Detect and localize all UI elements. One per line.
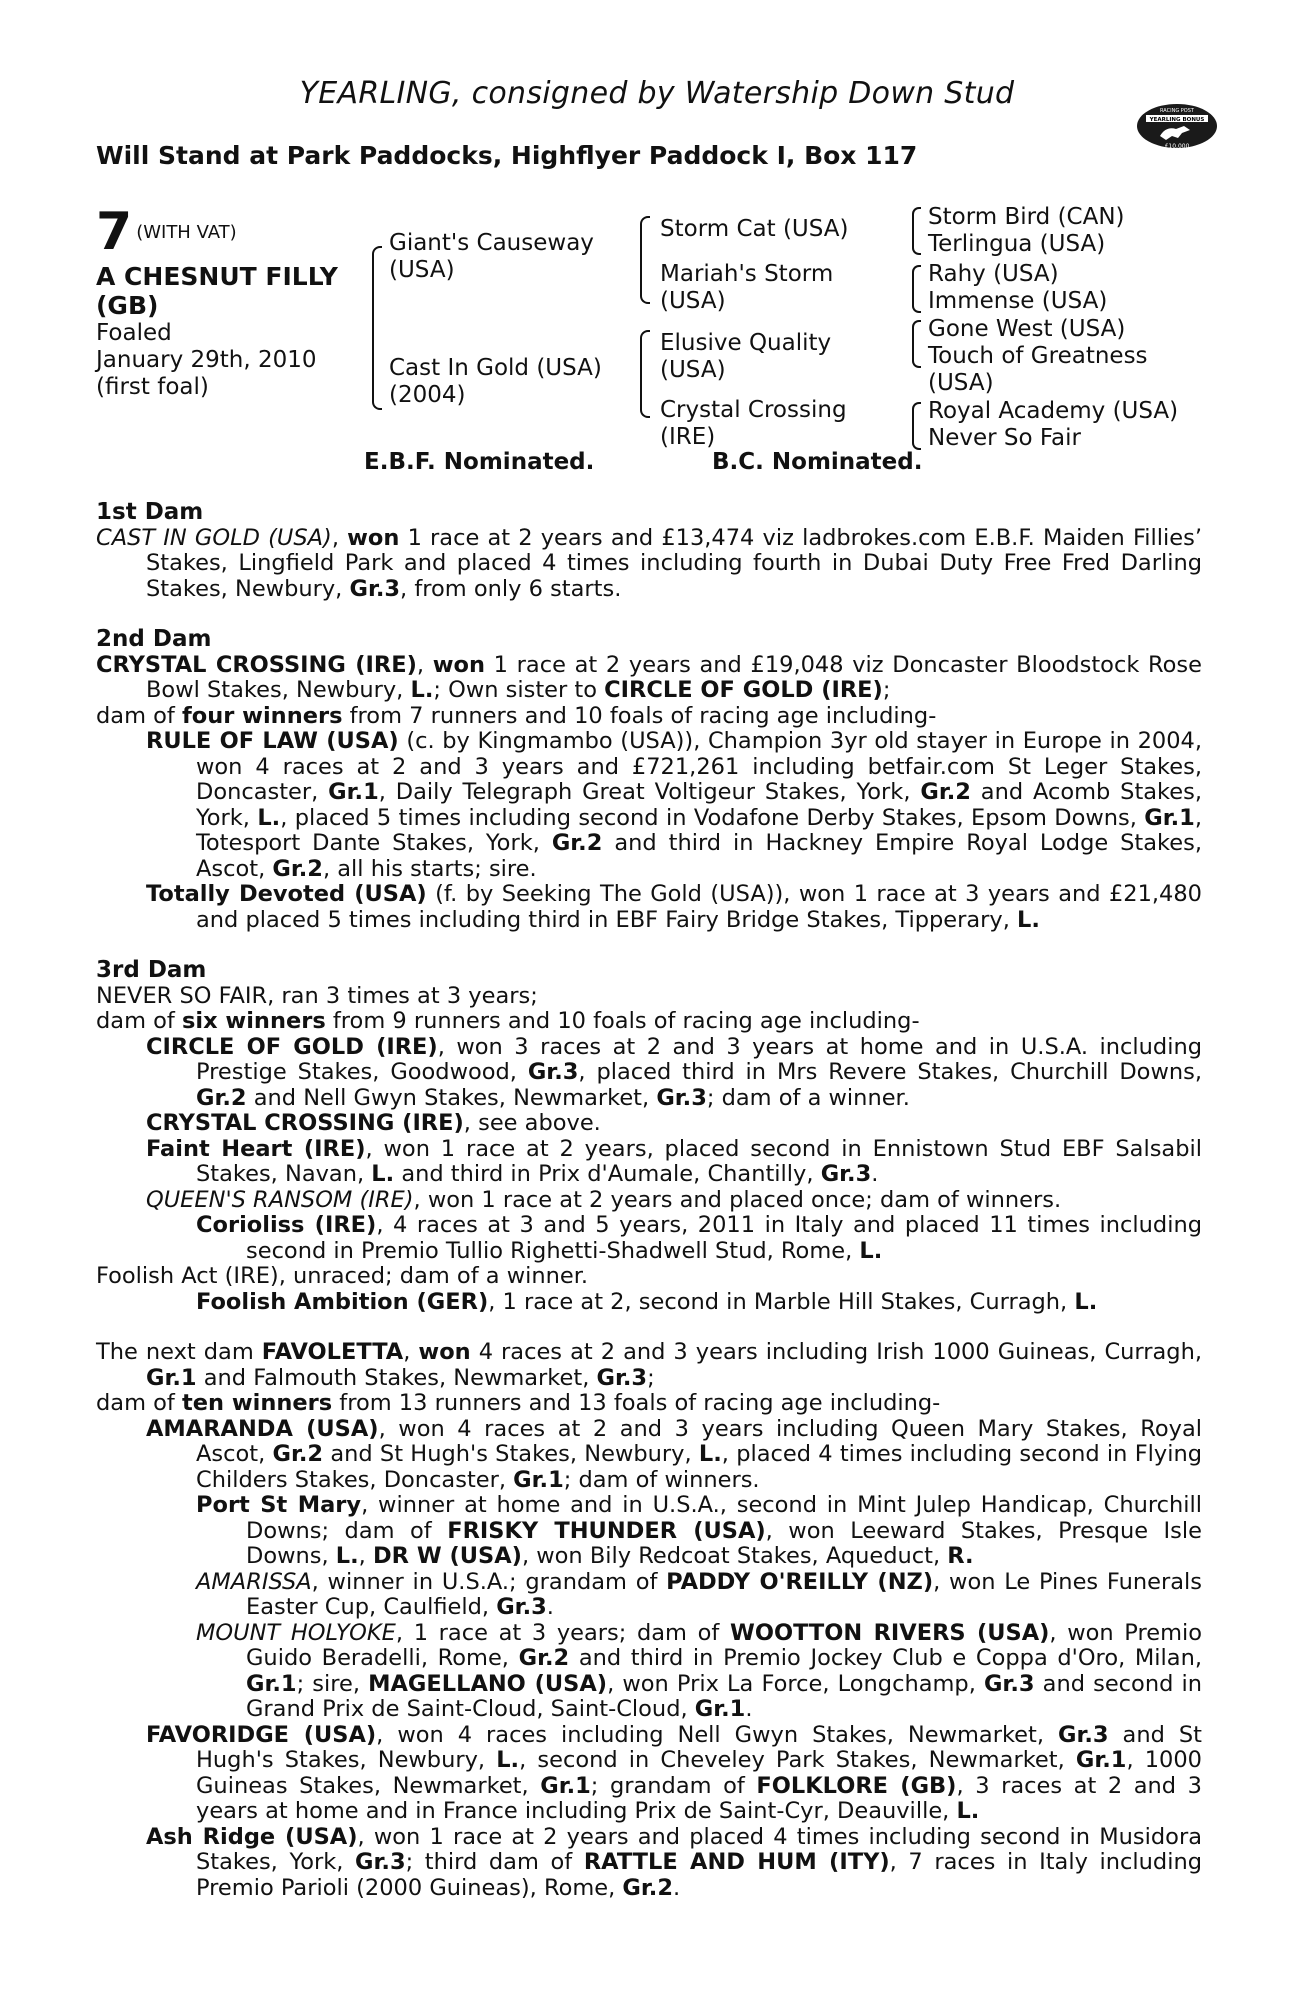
dam1-won: won: [347, 524, 400, 551]
grade: Gr.1: [513, 1466, 564, 1493]
family-notes: [96, 500, 1202, 1901]
pedigree-brace-dam: [640, 330, 650, 418]
grade: Gr.1: [1075, 1747, 1127, 1773]
badge-mid-text: YEARLING BONUS: [1149, 117, 1205, 123]
dam3-produce-1: [146, 1035, 1202, 1112]
produce-text: and third in Premio Jockey Club e Coppa d'Oro, Milan,: [569, 1645, 1203, 1671]
produce-text: , won 1 race at 2 years and placed 4 times including second in Musidora Stakes, York,: [196, 1823, 1202, 1875]
sire-line2: (USA): [389, 257, 455, 283]
produce-name: FOLKLORE (GB): [756, 1772, 957, 1799]
dam1-text: 1 race at 2 years and £13,474 viz ladbrokes.com E.B.F. Maiden Fillies’ Stakes, Lingfield Park and placed 4 times including fourth in Dubai Duty Free Fred Darling Stakes, Newbury,: [146, 524, 1202, 602]
gen3-sdd: Immense (USA): [928, 288, 1108, 314]
produce-name: AMARISSA: [196, 1568, 312, 1595]
dam4-produce-2: [196, 1493, 1202, 1570]
ebf-nominated: E.B.F. Nominated.: [364, 449, 595, 475]
dam3-line1: NEVER SO FAIR, ran 3 times at 3 years;: [96, 982, 538, 1009]
produce-text: , Daily Telegraph Great Voltigeur Stakes, York,: [378, 779, 921, 805]
badge-top-text: RACING POST: [1160, 108, 1194, 114]
sire-dam: [660, 261, 833, 315]
grade: R.: [947, 1543, 974, 1569]
grade: Gr.2: [551, 830, 603, 856]
pedigree-brace-gen1: [372, 246, 382, 410]
produce-text: and Acomb Stakes, York,: [196, 779, 1202, 831]
produce-text: , winner at home and in U.S.A., second in Mint Julep Handicap, Churchill Downs; dam of: [246, 1492, 1203, 1544]
gen3-ssd: Terlingua (USA): [928, 231, 1106, 257]
dam2-listed: L.: [410, 677, 434, 703]
produce-name: QUEEN'S RANSOM (IRE): [146, 1186, 414, 1213]
grade: L.: [1017, 906, 1040, 933]
grade: L.: [956, 1798, 980, 1824]
produce-text: , second in Cheveley Park Stakes, Newmarket,: [519, 1747, 1076, 1773]
grade: L.: [335, 1543, 359, 1569]
grade: Gr.1: [1144, 804, 1195, 831]
produce-name: DR W (USA): [372, 1543, 522, 1569]
dam2-produce-2: [146, 882, 1202, 933]
dam3-produce-3: [146, 1137, 1202, 1188]
produce-name: PADDY O'REILLY (NZ): [666, 1568, 934, 1595]
produce-text: , placed 5 times including second in Vodafone Derby Stakes, Epsom Downs,: [280, 804, 1145, 831]
dam2-damof-pre: dam of: [96, 702, 182, 729]
dam4-won: won: [418, 1339, 471, 1365]
dam3-damof-post: from 9 runners and 10 foals of racing age including-: [325, 1008, 920, 1034]
produce-text: , won 3 races at 2 and 3 years at home and in U.S.A. including Prestige Stakes, Goodwood,: [196, 1033, 1202, 1085]
produce-text: , won Premio Guido Beradelli, Rome,: [246, 1619, 1203, 1671]
pedigree-brace-sire: [640, 216, 650, 304]
produce-name: Foolish Ambition (GER): [196, 1288, 489, 1315]
produce-text: (f. by Seeking The Gold (USA)), won 1 race at 3 years and £21,480 and placed 5 times including third in EBF Fairy Bridge Stakes, Tipperary,: [196, 881, 1202, 933]
dam4-produce-5: [146, 1723, 1202, 1825]
lot-foaled: Foaled: [96, 320, 172, 346]
dam2-damof-post: from 7 runners and 10 foals of racing age including-: [342, 702, 937, 729]
dam4-damof-post: from 13 runners and 13 foals of racing age including-: [332, 1390, 941, 1416]
bc-nominated: B.C. Nominated.: [712, 449, 923, 475]
produce-text: , 1 race at 3 years; dam of: [395, 1619, 730, 1646]
produce-name: Port St Mary: [196, 1492, 362, 1518]
produce-text: , 3 races at 2 and 3 years at home and in France including Prix de Saint-Cyr, Deauville,: [196, 1772, 1202, 1824]
produce-text: .: [745, 1696, 753, 1722]
dam3-winners: six winners: [181, 1008, 326, 1034]
produce-text: and St Hugh's Stakes, Newbury,: [323, 1441, 699, 1467]
dam2-text3: ;: [882, 677, 891, 703]
pedigree-brace-3d: [912, 402, 921, 450]
grade: L.: [698, 1441, 722, 1467]
gen3-dss: Gone West (USA): [928, 316, 1126, 342]
pedigree-brace-3a: [912, 207, 921, 255]
dam-entry: [389, 355, 602, 409]
yearling-bonus-badge: [1132, 96, 1222, 156]
grade: Gr.3: [596, 1364, 648, 1391]
produce-name: Faint Heart (IRE): [146, 1135, 366, 1162]
grade: L.: [859, 1237, 883, 1264]
dam-sire-line2: (USA): [660, 357, 726, 383]
produce-name: Corioliss (IRE): [196, 1212, 377, 1238]
dam3-damof-pre: dam of: [96, 1008, 182, 1034]
pedigree-brace-3b: [912, 265, 921, 313]
dam3-produce-7: [196, 1290, 1202, 1316]
grade: L.: [496, 1747, 520, 1773]
produce-text: ; sire,: [296, 1670, 369, 1697]
dam2-paragraph: CRYSTAL CROSSING (IRE), won 1 race at 2 years and £19,048 viz Doncaster Bloodstock Rose Bowl Stakes, Newbury, L.; Own sister to CIRCLE OF GOLD (IRE);: [96, 651, 1202, 703]
produce-text: , Totesport Dante Stakes, York,: [196, 804, 1202, 856]
dam1-heading: 1st Dam: [96, 499, 204, 525]
grade: Gr.3: [355, 1849, 406, 1875]
dam2-won: won: [432, 651, 485, 678]
sire-entry: [389, 230, 594, 284]
dam-dam: [660, 397, 847, 451]
grade: Gr.2: [196, 1084, 247, 1111]
dam-sire: [660, 330, 831, 384]
grade: Gr.3: [983, 1670, 1035, 1697]
produce-name: AMARANDA (USA): [146, 1415, 379, 1442]
produce-text: ,: [358, 1543, 373, 1569]
grade: Gr.1: [246, 1670, 297, 1697]
grade: L.: [371, 1161, 395, 1187]
dam2-sister: CIRCLE OF GOLD (IRE): [604, 677, 883, 703]
produce-name: FRISKY THUNDER (USA): [447, 1517, 766, 1544]
produce-text: , won 4 races including Nell Gwyn Stakes, Newmarket,: [376, 1721, 1058, 1748]
lot-name-line2: (GB): [96, 291, 159, 320]
stand-location: Will Stand at Park Paddocks, Highflyer Paddock I, Box 117: [96, 141, 918, 170]
gen3-sds: Rahy (USA): [928, 261, 1059, 287]
produce-text: , won 1 race at 2 years, placed second in Ennistown Stud EBF Salsabil Stakes, Navan,: [196, 1135, 1202, 1187]
grade: Gr.3: [820, 1161, 872, 1187]
dam4-produce-6: [146, 1825, 1202, 1902]
dam1-name: CAST IN GOLD (USA): [96, 524, 332, 551]
produce-text: , winner in U.S.A.; grandam of: [311, 1568, 667, 1595]
dam4-text: and Falmouth Stakes, Newmarket,: [196, 1364, 597, 1391]
produce-name: Ash Ridge (USA): [146, 1823, 358, 1850]
grade: Gr.2: [272, 855, 323, 882]
produce-name: CIRCLE OF GOLD (IRE): [146, 1033, 438, 1060]
grade: Gr.3: [656, 1084, 707, 1111]
produce-text: , 7 races in Italy including Premio Parioli (2000 Guineas), Rome,: [196, 1849, 1202, 1901]
pedigree-brace-3c: [912, 320, 921, 368]
grade: Gr.1: [146, 1364, 197, 1391]
grade: Gr.3: [527, 1059, 579, 1085]
produce-text: ; dam of winners.: [563, 1466, 760, 1493]
produce-name: CRYSTAL CROSSING (IRE): [146, 1110, 464, 1136]
dam4-pre: The next dam: [96, 1339, 262, 1365]
dam-dam-line1: Crystal Crossing: [660, 397, 847, 423]
produce-text: , won Leeward Stakes, Presque Isle Downs,: [246, 1517, 1202, 1569]
produce-text: , 4 races at 3 and 5 years, 2011 in Italy and placed 11 times including second in Premio Tullio Righetti-Shadwell Stud, Rome,: [246, 1212, 1202, 1264]
lot-block: [96, 202, 338, 401]
consignment-line: YEARLING, consigned by Watership Down Stud: [299, 76, 1015, 111]
lot-name-line1: A CHESNUT FILLY: [96, 262, 338, 291]
produce-name: WOOTTON RIVERS (USA): [730, 1619, 1050, 1646]
dam2-heading: 2nd Dam: [96, 626, 212, 652]
produce-text: (c. by Kingmambo (USA)), Champion 3yr old stayer in Europe in 2004, won 4 races at 2 and 3 years and £721,261 including betfair.com St Leger Stakes, Doncaster,: [196, 728, 1203, 805]
dam4-paragraph: The next dam FAVOLETTA, won 4 races at 2 and 3 years including Irish 1000 Guineas, Curragh, Gr.1 and Falmouth Stakes, Newmarket, Gr.3;: [96, 1339, 1203, 1391]
produce-text: , 1 race at 2, second in Marble Hill Stakes, Curragh,: [488, 1288, 1075, 1315]
grade: Gr.1: [540, 1772, 591, 1799]
grade: Gr.1: [694, 1696, 746, 1722]
lot-note: (first foal): [96, 374, 209, 400]
gen3-dds: Royal Academy (USA): [928, 398, 1179, 424]
dam1-text-end: , from only 6 starts.: [400, 575, 622, 602]
dam4-damof-pre: dam of: [96, 1390, 182, 1416]
dam3-produce-5: [196, 1213, 1202, 1264]
produce-text: , see above.: [463, 1110, 601, 1136]
produce-text: and third in Prix d'Aumale, Chantilly,: [394, 1161, 821, 1187]
produce-text: , won Bily Redcoat Stakes, Aqueduct,: [521, 1543, 948, 1569]
produce-text: , placed third in Mrs Revere Stakes, Churchill Downs,: [578, 1059, 1202, 1085]
produce-text: , placed 4 times including second in Flying Childers Stakes, Doncaster,: [196, 1441, 1202, 1493]
produce-text: and St Hugh's Stakes, Newbury,: [196, 1721, 1202, 1773]
produce-name: Totally Devoted (USA): [146, 881, 427, 907]
produce-text: .: [546, 1594, 554, 1620]
produce-text: .: [871, 1161, 879, 1187]
produce-text: ; third dam of: [405, 1849, 584, 1875]
dam3-dam-of: [96, 1009, 1202, 1035]
produce-text: and second in Grand Prix de Saint-Cloud, Saint-Cloud,: [246, 1670, 1202, 1722]
gen3-dsd-line1: Touch of Greatness: [928, 343, 1148, 369]
produce-name: FAVORIDGE (USA): [146, 1721, 377, 1748]
produce-text: ; grandam of: [590, 1772, 757, 1799]
lot-number: 7: [96, 202, 133, 262]
produce-name: MAGELLANO (USA): [368, 1670, 608, 1697]
produce-text: , won Le Pines Funerals Easter Cup, Caulfield,: [246, 1568, 1202, 1620]
sire-dam-line2: (USA): [660, 288, 726, 314]
dam2-name: CRYSTAL CROSSING (IRE): [96, 651, 417, 678]
dam3-produce-2: [146, 1111, 1202, 1137]
grade: Gr.3: [1058, 1721, 1109, 1748]
produce-text: ; dam of a winner.: [706, 1084, 910, 1111]
dam4-dam-of: [96, 1391, 1202, 1417]
produce-text: and third in Hackney Empire Royal Lodge Stakes, Ascot,: [196, 830, 1202, 882]
sire-dam-line1: Mariah's Storm: [660, 261, 834, 287]
dam4-winners: ten winners: [181, 1390, 333, 1416]
dam-line2: (2004): [389, 382, 466, 408]
dam2-dam-of: [96, 704, 1202, 730]
dam3-produce-6: Foolish Act (IRE), unraced; dam of a winner.: [96, 1263, 589, 1289]
dam2-winners: four winners: [181, 702, 343, 729]
lot-vat: (WITH VAT): [136, 222, 237, 243]
dam1-paragraph: CAST IN GOLD (USA), won 1 race at 2 years and £13,474 viz ladbrokes.com E.B.F. Maiden Fillies’ Stakes, Lingfield Park and placed 4 times including fourth in Dubai Duty Free Fred Darling Stakes, Newbury, Gr.3, from only 6 starts.: [96, 524, 1202, 602]
gen3-sss: Storm Bird (CAN): [928, 204, 1125, 230]
produce-text: and Nell Gwyn Stakes, Newmarket,: [246, 1084, 657, 1111]
dam4-text: ;: [647, 1364, 655, 1391]
produce-name: RULE OF LAW (USA): [146, 728, 399, 754]
grade: Gr.2: [518, 1645, 570, 1671]
lot-foal-date: January 29th, 2010: [96, 347, 317, 373]
produce-name: RATTLE AND HUM (ITY): [583, 1849, 890, 1875]
dam4-name: FAVOLETTA: [261, 1339, 404, 1365]
dam-line1: Cast In Gold (USA): [389, 355, 602, 381]
dam3-produce-4: [146, 1188, 1202, 1214]
dam2-text1: 1 race at 2 years and £19,048 viz Doncaster Bloodstock Rose Bowl Stakes, Newbury,: [146, 651, 1202, 703]
grade: Gr.2: [272, 1441, 324, 1467]
gen3-ddd: Never So Fair: [928, 425, 1081, 451]
badge-amount-text: £10,000: [1164, 143, 1190, 150]
produce-text: , won 1 race at 2 years and placed once; dam of winners.: [413, 1186, 1062, 1213]
produce-text: .: [672, 1874, 681, 1901]
dam4-produce-1: [146, 1417, 1202, 1494]
dam4-produce-3: [196, 1570, 1202, 1621]
sire-line1: Giant's Causeway: [389, 230, 594, 256]
produce-name: MOUNT HOLYOKE: [196, 1619, 396, 1646]
dam4-produce-4: [196, 1621, 1202, 1723]
gen3-dsd-line2: (USA): [928, 370, 994, 396]
sire-sire: Storm Cat (USA): [660, 216, 849, 242]
dam-sire-line1: Elusive Quality: [660, 330, 832, 356]
produce-text: , 1000 Guineas Stakes, Newmarket,: [196, 1747, 1202, 1799]
dam2-text2: ; Own sister to: [433, 677, 605, 703]
grade: L.: [257, 804, 281, 831]
grade: L.: [1074, 1288, 1098, 1315]
dam4-text: 4 races at 2 and 3 years including Irish 1000 Guineas, Curragh,: [470, 1339, 1203, 1365]
gen3-dsd: [928, 343, 1148, 397]
produce-text: , won 4 races at 2 and 3 years including Queen Mary Stakes, Royal Ascot,: [196, 1415, 1202, 1467]
dam2-produce-1: [146, 729, 1202, 882]
grade: Gr.1: [328, 779, 379, 805]
dam1-grade: Gr.3: [349, 575, 401, 602]
dam-dam-line2: (IRE): [660, 424, 716, 450]
produce-text: , won Prix La Force, Longchamp,: [607, 1670, 984, 1697]
dam3-heading: 3rd Dam: [96, 957, 207, 983]
grade: Gr.3: [496, 1594, 547, 1620]
grade: Gr.2: [622, 1874, 673, 1901]
produce-text: , all his starts; sire.: [322, 855, 537, 882]
grade: Gr.2: [920, 779, 971, 805]
